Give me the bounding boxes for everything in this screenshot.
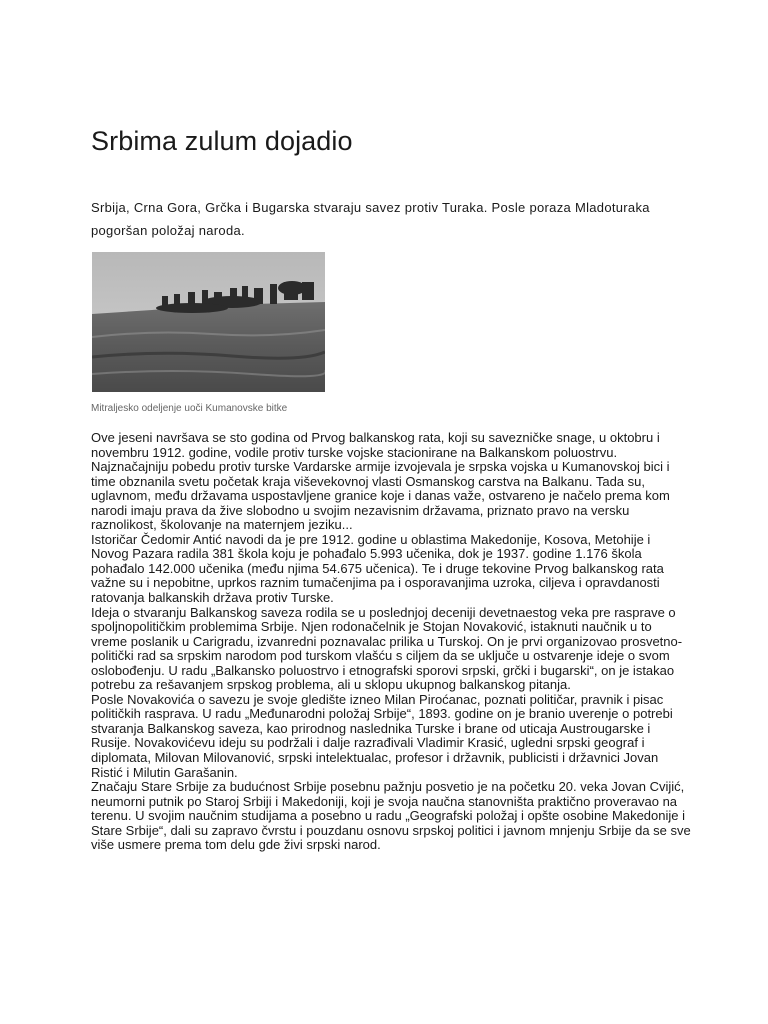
article-title: Srbima zulum dojadio [91, 126, 353, 156]
article-photo [92, 252, 325, 392]
body-paragraph: Istoričar Čedomir Antić navodi da je pre 1912. godine u oblastima Makedonije, Kosova, Metohije i Novog Pazara radila 381 škola koju je pohađalo 5.993 učenika, dok je 1937. godine 1.176 škola pohađalo 142.000 učenika (među njima 54.675 učenica). Te i druge tekovine Prvog balkanskog rata važne su i nepobitne, uprkos raznim tumačenjima pa i osporavanjima uzroka, ciljeva i opravdanosti ratovanja balkanskih država protiv Turske. [91, 531, 664, 606]
article-lead: Srbija, Crna Gora, Grčka i Bugarska stvaraju savez protiv Turaka. Posle poraza Mladoturaka pogoršan položaj naroda. [91, 200, 650, 238]
body-paragraph: Ove jeseni navršava se sto godina od Prvog balkanskog rata, koji su savezničke snage, u oktobru i novembru 1912. godine, vodile protiv turske vojske stacionirane na Balkanskom poluostrvu. Najznačajniju pobedu protiv turske Vardarske armije izvojevala je srpska vojska u Kumanovskoj bici i time obznanila svetu početak kraja viševekovnoj vlasti Osmanskog carstva na Balkanu. Tada su, uglavnom, među državama uspostavljene granice koje i danas važe, ostvareno je načelo prema kom narodi imaju prava da žive slobodno u svojim nezavisnim državama, priznato pravo na versku raznolikost, školovanje na maternjem jeziku... [91, 430, 670, 533]
body-paragraph: Posle Novakovića o savezu je svoje gledište izneo Milan Piroćanac, poznati političar, pravnik i pisac političkih rasprava. U radu „Međunarodni položaj Srbije“, 1893. godine on je branio uverenje o potrebi stvaranja Balkanskog saveza, kao prirodnog naslednika Turske i brane od uticaja Austrougarske i Rusije. Novakovićevu ideju su podržali i dalje razrađivali Vladimir Krasić, ugledni srpski geograf i diplomata, Milovan Milovanović, srpski intelektualac, profesor i državnik, publicisti i državnici Jovan Ristić i Milutin Garašanin. [91, 691, 673, 780]
article-body [91, 431, 691, 853]
body-paragraph: Ideja o stvaranju Balkanskog saveza rodila se u poslednjoj deceniji devetnaestog veka pre rasprave o spoljnopolitičkim problemima Srbije. Njen rodonačelnik je Stojan Novaković, istaknuti naučnik u to vreme poslanik u Carigradu, izvanredni poznavalac prilika u Turskoj. On je prvi organizovao prosvetno-politički rad sa srpskim narodom pod turskom vlašću s ciljem da se uključe u ostvarenje ideje o svom oslobođenju. U radu „Balkansko poluostrvo i etnografski sporovi srpski, grčki i bugarski“, on je istakao potrebu za rešavanjem srpskog problema, ali u sklopu ukupnog balkanskog pitanja. [91, 604, 683, 693]
body-paragraph: Značaju Stare Srbije za budućnost Srbije posebnu pažnju posvetio je na početku 20. veka Jovan Cvijić, neumorni putnik po Staroj Srbiji i Makedoniji, koji je svoja naučna stanovništa praktično proveravao na terenu. U svojim naučnim studijama a posebno u radu „Geografski položaj i opšte osobine Makedonije i Stare Srbije“, dali su zapravo čvrstu i pouzdanu osnovu srpskoj politici i javnom mnjenju Srbije da se sve više usmere prema tom delu gde živi srpski narod. [91, 779, 691, 853]
image-caption: Mitraljesko odeljenje uoči Kumanovske bitke [91, 403, 288, 414]
